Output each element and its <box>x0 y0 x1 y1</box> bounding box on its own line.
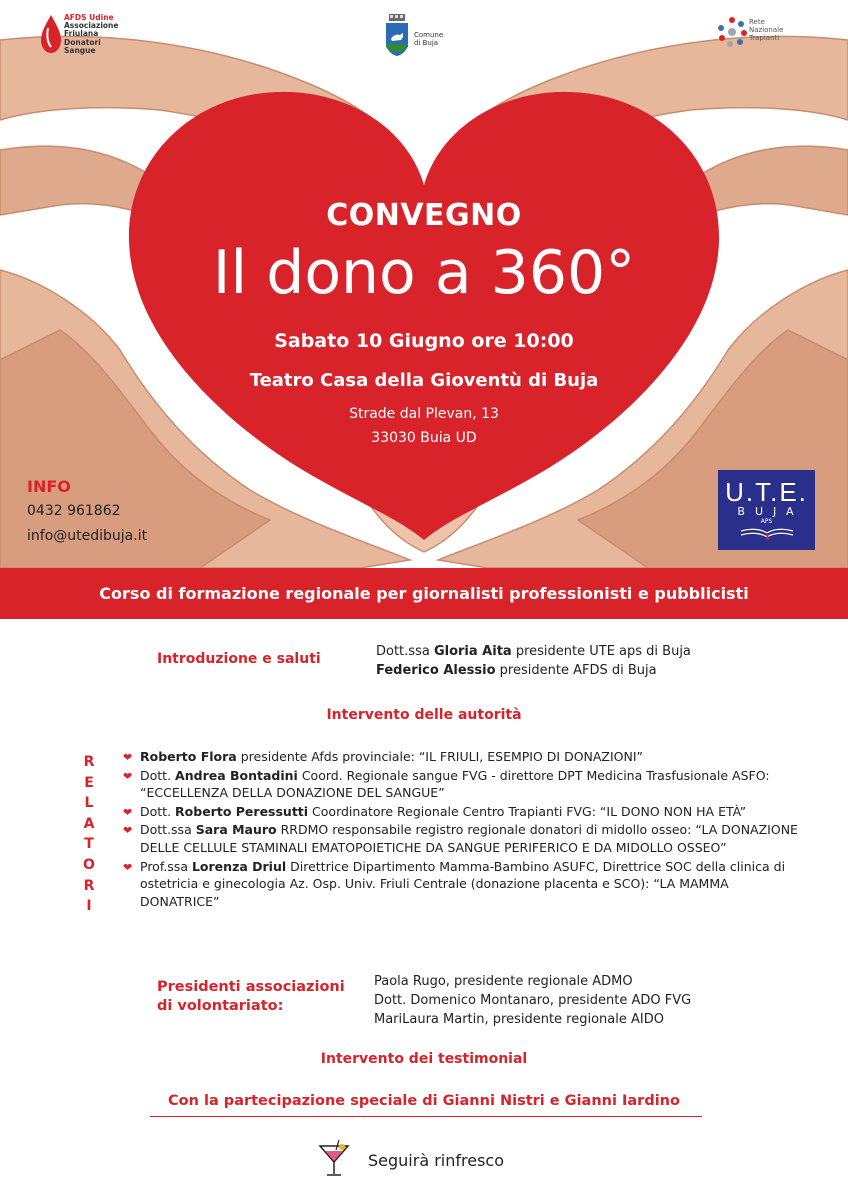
speaker-title: Dott.ssa <box>140 822 192 838</box>
afds-name: AFDS Udine <box>64 13 114 22</box>
event-label: CONVEGNO <box>326 198 522 233</box>
speaker-text: Coord. Regionale sangue FVG - direttore DPT Medicina Trasfusionale ASFO: “ECCELLENZA DELLA DONAZIONE DEL SANGUE” <box>140 767 770 801</box>
course-banner: Corso di formazione regionale per giornalisti professionisti e pubblicisti <box>0 568 848 619</box>
president-line: MariLaura Martin, presidente regionale AIDO <box>374 1012 664 1027</box>
speaker-role: presidente AFDS di Buja <box>499 663 657 678</box>
info-phone[interactable]: 0432 961862 <box>27 503 121 519</box>
info-label: INFO <box>27 477 71 496</box>
president-line: Dott. Domenico Montanaro, presidente ADO FVG <box>374 993 692 1008</box>
president-line: Paola Rugo, presidente regionale ADMO <box>374 974 633 989</box>
intro-line <box>376 642 691 661</box>
speaker-name: Lorenza Driul <box>191 858 287 874</box>
comune-crest-icon <box>384 13 410 57</box>
speaker-name: Roberto Peressutti <box>175 803 309 819</box>
relatori-letter: R <box>83 877 95 894</box>
comune-line: Comune <box>414 31 444 39</box>
testimonial-heading: Intervento dei testimonial <box>320 1051 528 1067</box>
presidents-heading-line: di volontariato: <box>157 998 284 1014</box>
intro-heading: Introduzione e saluti <box>157 651 321 667</box>
special-guests: Con la partecipazione speciale di Gianni Nistri e Gianni Iardino <box>168 1093 680 1109</box>
rete-line: Rete <box>749 18 765 26</box>
speaker-text: Direttrice Dipartimento Mamma-Bambino ASUFC, Direttrice SOC della clinica di ostetricia e ginecologia Az. Osp. Univ. Friuli Centrale (donazione placenta e SCO): “LA MAMMA DONATRICE” <box>140 858 786 909</box>
speaker-title: Dott.ssa <box>376 644 430 659</box>
heart-icon: ❤ <box>123 860 133 874</box>
presidents-heading-line: Presidenti associazioni <box>157 979 345 995</box>
speaker-item <box>122 821 802 856</box>
divider <box>150 1116 702 1117</box>
info-block <box>27 474 147 549</box>
comune-logo-text <box>414 31 443 47</box>
heart-icon: ❤ <box>123 805 133 819</box>
heart-icon: ❤ <box>123 769 133 783</box>
info-email[interactable]: info@utedibuja.it <box>27 528 148 544</box>
heart-icon: ❤ <box>123 824 133 838</box>
speaker-name: Sara Mauro <box>195 822 277 838</box>
rete-logo-text <box>749 18 783 42</box>
rete-line: Nazionale <box>749 26 784 34</box>
relatori-letter: A <box>83 815 95 832</box>
event-address-street: Strade dal Plevan, 13 <box>349 406 499 422</box>
speaker-name: Andrea Bontadini <box>175 767 298 783</box>
speaker-item <box>122 803 802 821</box>
afds-line: Sangue <box>64 45 96 55</box>
speaker-text: Coordinatore Regionale Centro Trapianti FVG: “IL DONO NON HA ETÀ” <box>312 803 747 819</box>
ute-logo-title: U.T.E. <box>725 477 808 507</box>
speaker-title: Prof.ssa <box>140 858 188 874</box>
relatori-letter: E <box>84 774 94 791</box>
relatori-letter: O <box>83 856 95 873</box>
speaker-title: Dott. <box>140 803 172 819</box>
closing-note: Seguirà rinfresco <box>368 1151 504 1170</box>
speaker-text: presidente Afds provinciale: “IL FRIULI, ESEMPIO DI DONAZIONI” <box>240 749 644 764</box>
relatori-letter: R <box>83 754 95 770</box>
speaker-item <box>122 748 802 766</box>
ute-logo <box>718 470 815 550</box>
relatori-letter: I <box>86 898 92 915</box>
ute-logo-city: BUJA <box>737 505 804 518</box>
comune-line: di Buja <box>414 39 439 47</box>
event-venue: Teatro Casa della Gioventù di Buja <box>249 370 599 391</box>
hero-section <box>0 0 848 568</box>
afds-line: Friulana <box>64 29 99 39</box>
relatori-letter: T <box>84 836 94 853</box>
speaker-title: Dott. <box>140 767 172 783</box>
book-icon <box>737 527 797 541</box>
afds-logo-text <box>64 14 134 55</box>
presidents-heading <box>157 978 345 1016</box>
speaker-text: RRDMO responsabile registro regionale donatori di midollo osseo: “LA DONAZIONE DELLE CELLULE STAMINALI EMATOPOIETICHE DA SANGUE PERIFERICO E DA MIDOLLO OSSEO” <box>140 822 798 855</box>
relatori-letter: L <box>84 795 94 812</box>
event-date: Sabato 10 Giugno ore 10:00 <box>274 330 574 352</box>
afds-logo-icon <box>40 14 62 54</box>
speaker-name: Roberto Flora <box>140 749 237 764</box>
event-address-city: 33030 Buia UD <box>371 430 477 446</box>
speakers-list <box>122 748 802 911</box>
event-title: Il dono a 360° <box>212 238 636 308</box>
rete-line: Trapianti <box>749 34 780 42</box>
heart-icon: ❤ <box>123 751 133 764</box>
relatori-vertical-label <box>82 752 96 917</box>
afds-line: Donatori <box>64 37 101 47</box>
speaker-role: presidente UTE aps di Buja <box>515 644 691 659</box>
speaker-name: Gloria Aita <box>433 644 512 659</box>
cocktail-icon <box>317 1138 351 1178</box>
rete-trapianti-logo-icon <box>716 16 748 48</box>
intro-line <box>376 661 691 680</box>
ute-logo-sub: APS <box>760 518 773 525</box>
afds-line: Associazione <box>64 21 119 31</box>
authorities-heading: Intervento delle autorità <box>326 707 522 723</box>
speaker-name: Federico Alessio <box>376 663 496 678</box>
speaker-item <box>122 767 802 802</box>
intro-speakers <box>376 642 691 680</box>
speaker-item <box>122 858 802 911</box>
presidents-list <box>374 972 691 1029</box>
